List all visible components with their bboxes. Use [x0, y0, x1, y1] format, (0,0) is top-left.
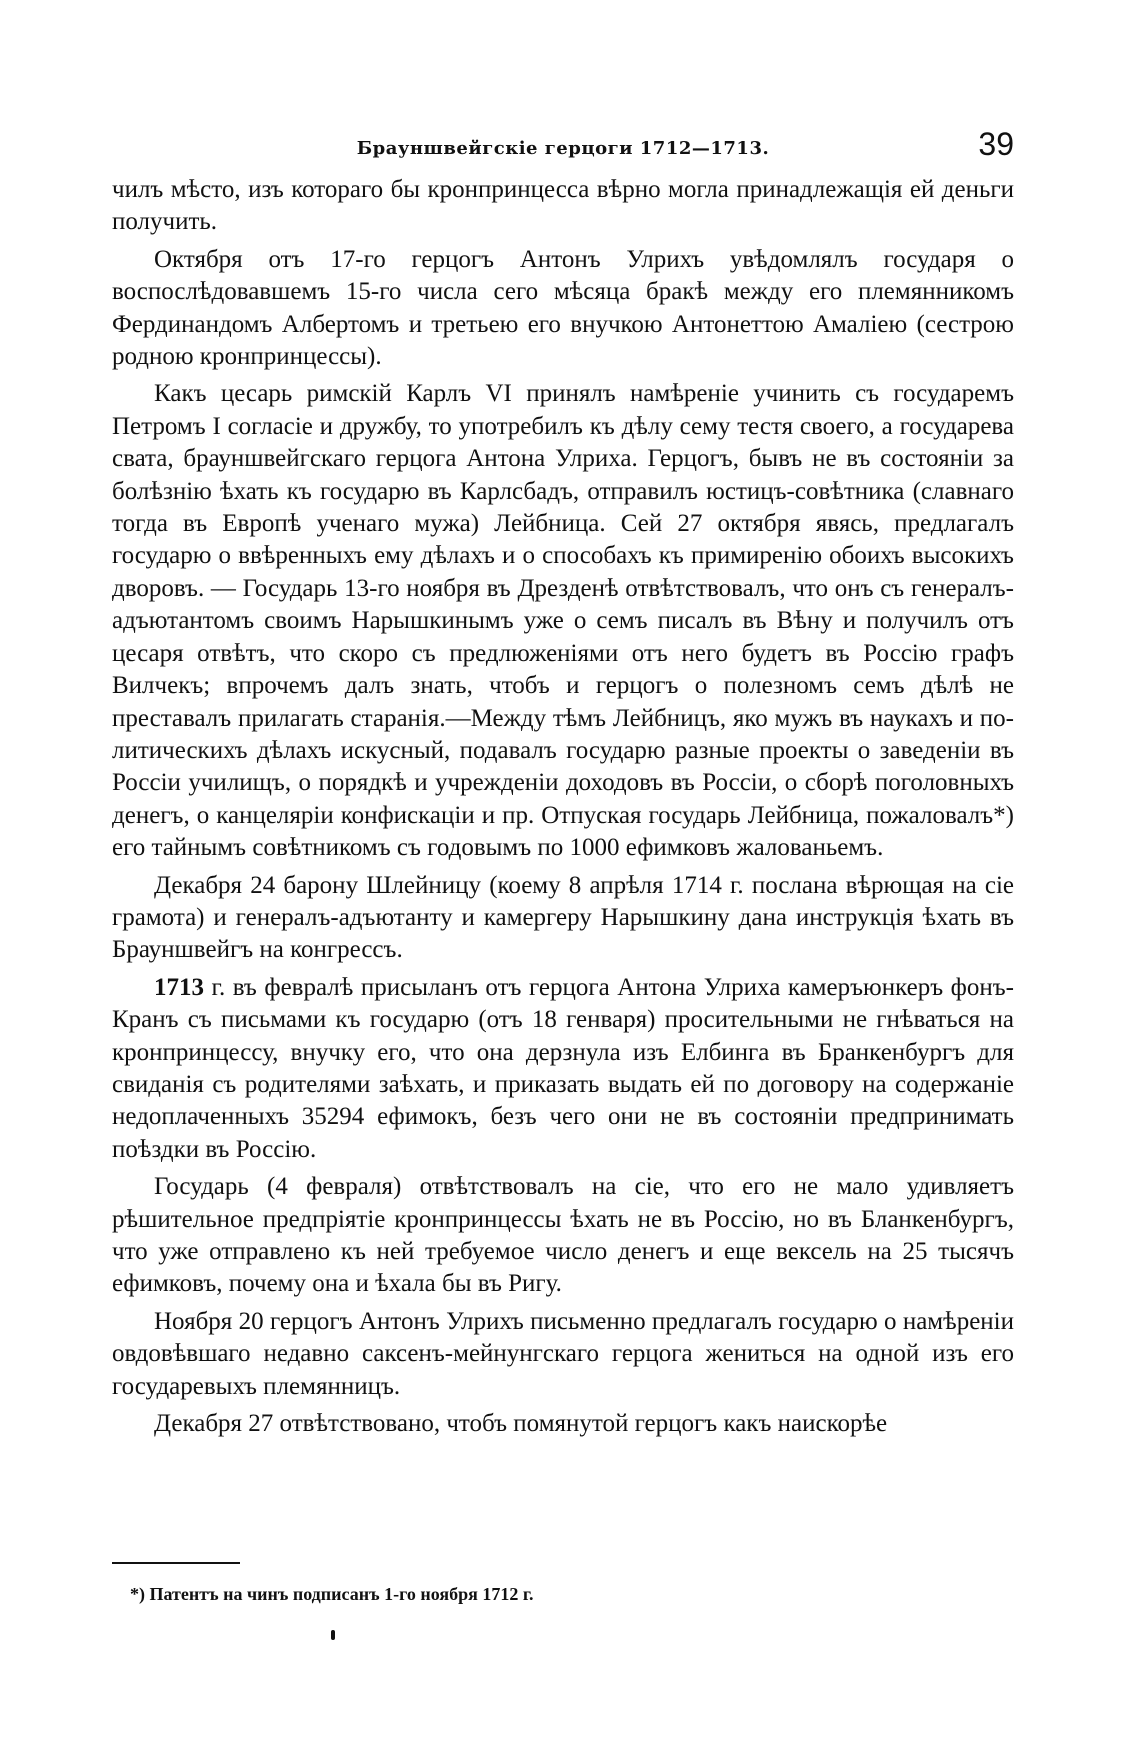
- paragraph-october-17: Октября отъ 17-го герцогъ Антонъ Улрихъ увѣдомлялъ государя о воспослѣдовавшемъ 15-го числа сего мѣсяца бракѣ между его племянникомъ Фердинандомъ Албертомъ и третьею его внучкою Антонеттою Амаліею (сестрою родною кронпринцессы).: [112, 245, 1014, 371]
- body-text: [112, 174, 1014, 1445]
- paragraph-continuation: чилъ мѣсто, изъ котораго бы кронпринцесса вѣрно могла принадлежащія ей деньги получить.: [112, 176, 1014, 236]
- footnote-rule: [112, 1562, 240, 1564]
- paragraph-leibniz: Какъ цесарь римскій Карлъ VI принялъ намѣреніе учинить съ государемъ Петромъ I согласіе и дружбу, то употребилъ къ дѣлу сему тестя своего, а государева свата, брауншвейгскаго герцога Антона Улриха. Герцогъ, бывъ не въ состояніи за болѣзнію ѣхать къ государю въ Карлсбадъ, отправилъ юстицъ-совѣтника (славнаго тогда въ Европѣ ученаго мужа) Лейбница. Сей 27 октября явясь, предлагалъ государю о ввѣренныхъ ему дѣлахъ и о способахъ къ примиренію обоихъ высокихъ дворовъ. — Государь 13-го ноября въ Дрезденѣ отвѣтствовалъ, что онъ съ генералъ-адъютантомъ своимъ Нарышкинымъ уже о семъ писалъ въ Вѣну и получилъ отъ цесаря отвѣтъ, что скоро съ предлюженіями отъ него будетъ въ Россію графъ Вилчекъ; впрочемъ далъ знать, чтобъ и герцогъ о полезномъ семъ дѣлѣ не преставалъ прилагать старанія.—Между тѣмъ Лейбницъ, яко мужъ въ наукахъ и политическихъ дѣлахъ искусный, подавалъ государю разные проекты о заведеніи въ Россіи училищъ, о порядкѣ и учрежденіи доходовъ въ Россіи, о сборѣ поголовныхъ денегъ, о канцеляріи конфискаціи и пр. Отпуская государь Лейбница, пожаловалъ*) его тайнымъ совѣтникомъ съ годовымъ по 1000 ефимковъ жалованьемъ.: [112, 380, 1014, 862]
- paragraph-1713-february: [112, 972, 1014, 1166]
- running-head: [112, 126, 1014, 176]
- page-number: 39: [978, 126, 1014, 162]
- paragraph-1713-text: г. въ февралѣ присыланъ отъ герцога Антона Улриха камеръюнкеръ фонъ-Кранъ съ письмами къ государю (отъ 18 генваря) просительными не гнѣваться на кронпринцессу, внучку его, что она дерзнула изъ Елбинга въ Бранкенбургъ для свиданія съ родителями заѣхать, и приказать выдать ей по договору на содержаніе недоплаченныхъ 35294 ефимокъ, безъ чего они не въ состояніи предпринимать поѣздки въ Россію.: [112, 973, 1014, 1163]
- paragraph-december-24: Декабря 24 барону Шлейницу (коему 8 апрѣля 1714 г. послана вѣрющая на сіе грамота) и генералъ-адъютанту и камергеру Нарышкину дана инструкція ѣхать въ Брауншвейгъ на конгрессъ.: [112, 871, 1014, 964]
- footnote: *) Патентъ на чинъ подписанъ 1-го ноября 1712 г.: [130, 1584, 534, 1604]
- paragraph-february-4: Государь (4 февраля) отвѣтствовалъ на сіе, что его не мало удивляетъ рѣшительное предпріятіе кронпринцессы ѣхать не въ Россію, но въ Бланкенбургъ, что уже отправлено къ ней требуемое число денегъ и еще вексель на 25 тысячъ ефимковъ, почему она и ѣхала бы въ Ригу.: [112, 1173, 1014, 1298]
- stray-ink-mark: [331, 1630, 335, 1640]
- bold-year: 1713: [154, 973, 204, 1001]
- paragraph-december-27: Декабря 27 отвѣтствовано, чтобъ помянутой герцогъ какъ наискорѣе: [154, 1410, 888, 1438]
- paragraph-november-20: Ноября 20 герцогъ Антонъ Улрихъ письменно предлагалъ государю о намѣреніи овдовѣвшаго недавно саксенъ-мейнунгскаго герцога жениться на одной изъ его государевыхъ племянницъ.: [112, 1307, 1014, 1400]
- running-title: Брауншвейгскіе герцоги 1712—1713.: [356, 138, 770, 159]
